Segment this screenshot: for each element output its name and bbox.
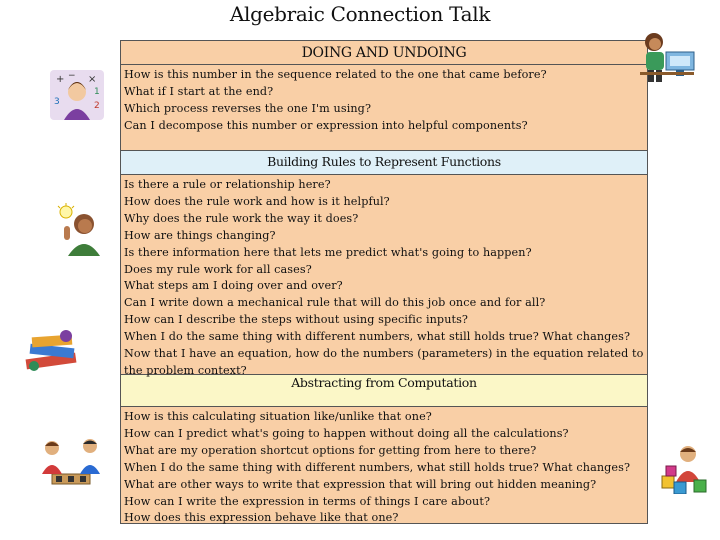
question-line: When I do the same thing with different numbers, what still holds true? What changes?: [124, 460, 631, 474]
svg-text:2: 2: [94, 101, 100, 111]
children-board-game-clipart-icon: [38, 434, 104, 490]
question-line: How are things changing?: [124, 228, 276, 242]
section-body-building-rules: [121, 175, 647, 375]
question-line: How does this expression behave like that one?: [124, 511, 399, 525]
svg-text:1: 1: [94, 87, 100, 97]
question-line: Why does the rule work the way it does?: [124, 211, 359, 225]
question-line: Which process reverses the one I'm using?: [124, 101, 372, 115]
question-line: What are my operation shortcut options for getting from here to there?: [124, 443, 537, 457]
section-body-doing-undoing: [121, 65, 647, 151]
student-computer-clipart-icon: [636, 22, 698, 86]
math-symbols-clipart-icon: [48, 68, 106, 122]
svg-text:3: 3: [54, 97, 60, 107]
svg-text:+: +: [56, 74, 65, 85]
section-heading-abstracting: Abstracting from Computation: [121, 375, 647, 407]
section-heading-building-rules: Building Rules to Represent Functions: [121, 151, 647, 175]
question-line: Can I write down a mechanical rule that will do this job once and for all?: [124, 296, 546, 310]
question-line: Is there a rule or relationship here?: [124, 178, 331, 191]
question-line: What are other ways to write that expression that will bring out hidden meaning?: [124, 477, 597, 491]
question-line: How is this calculating situation like/unlike that one?: [124, 410, 432, 423]
question-line: How is this number in the sequence related to the one that came before?: [124, 68, 547, 81]
question-line: Is there information here that lets me predict what's going to happen?: [124, 245, 532, 259]
section-body-abstracting: [121, 407, 647, 523]
question-line: What steps am I doing over and over?: [124, 279, 343, 293]
question-line: How does the rule work and how is it helpful?: [124, 194, 390, 208]
question-line: Can I decompose this number or expression into helpful components?: [124, 118, 528, 132]
question-line: How can I describe the steps without using specific inputs?: [124, 313, 469, 327]
child-blocks-clipart-icon: [658, 442, 712, 494]
page-title: Algebraic Connection Talk: [229, 2, 491, 26]
question-table: [120, 40, 648, 524]
question-line: When I do the same thing with different numbers, what still holds true? What changes?: [124, 330, 631, 344]
question-line: How can I write the expression in terms of things I care about?: [124, 494, 491, 508]
section-heading-doing-undoing: DOING AND UNDOING: [121, 41, 647, 65]
book-stack-clipart-icon: [22, 326, 84, 376]
thinking-person-clipart-icon: [52, 202, 106, 256]
question-line: Now that I have an equation, how do the numbers (parameters) in the equation related to the problem context?: [124, 347, 644, 377]
question-line: How can I predict what's going to happen without doing all the calculations?: [124, 426, 569, 440]
question-line: What if I start at the end?: [124, 84, 274, 98]
question-line: Does my rule work for all cases?: [124, 262, 312, 276]
svg-text:×: ×: [88, 74, 97, 85]
svg-text:−: −: [68, 71, 76, 81]
